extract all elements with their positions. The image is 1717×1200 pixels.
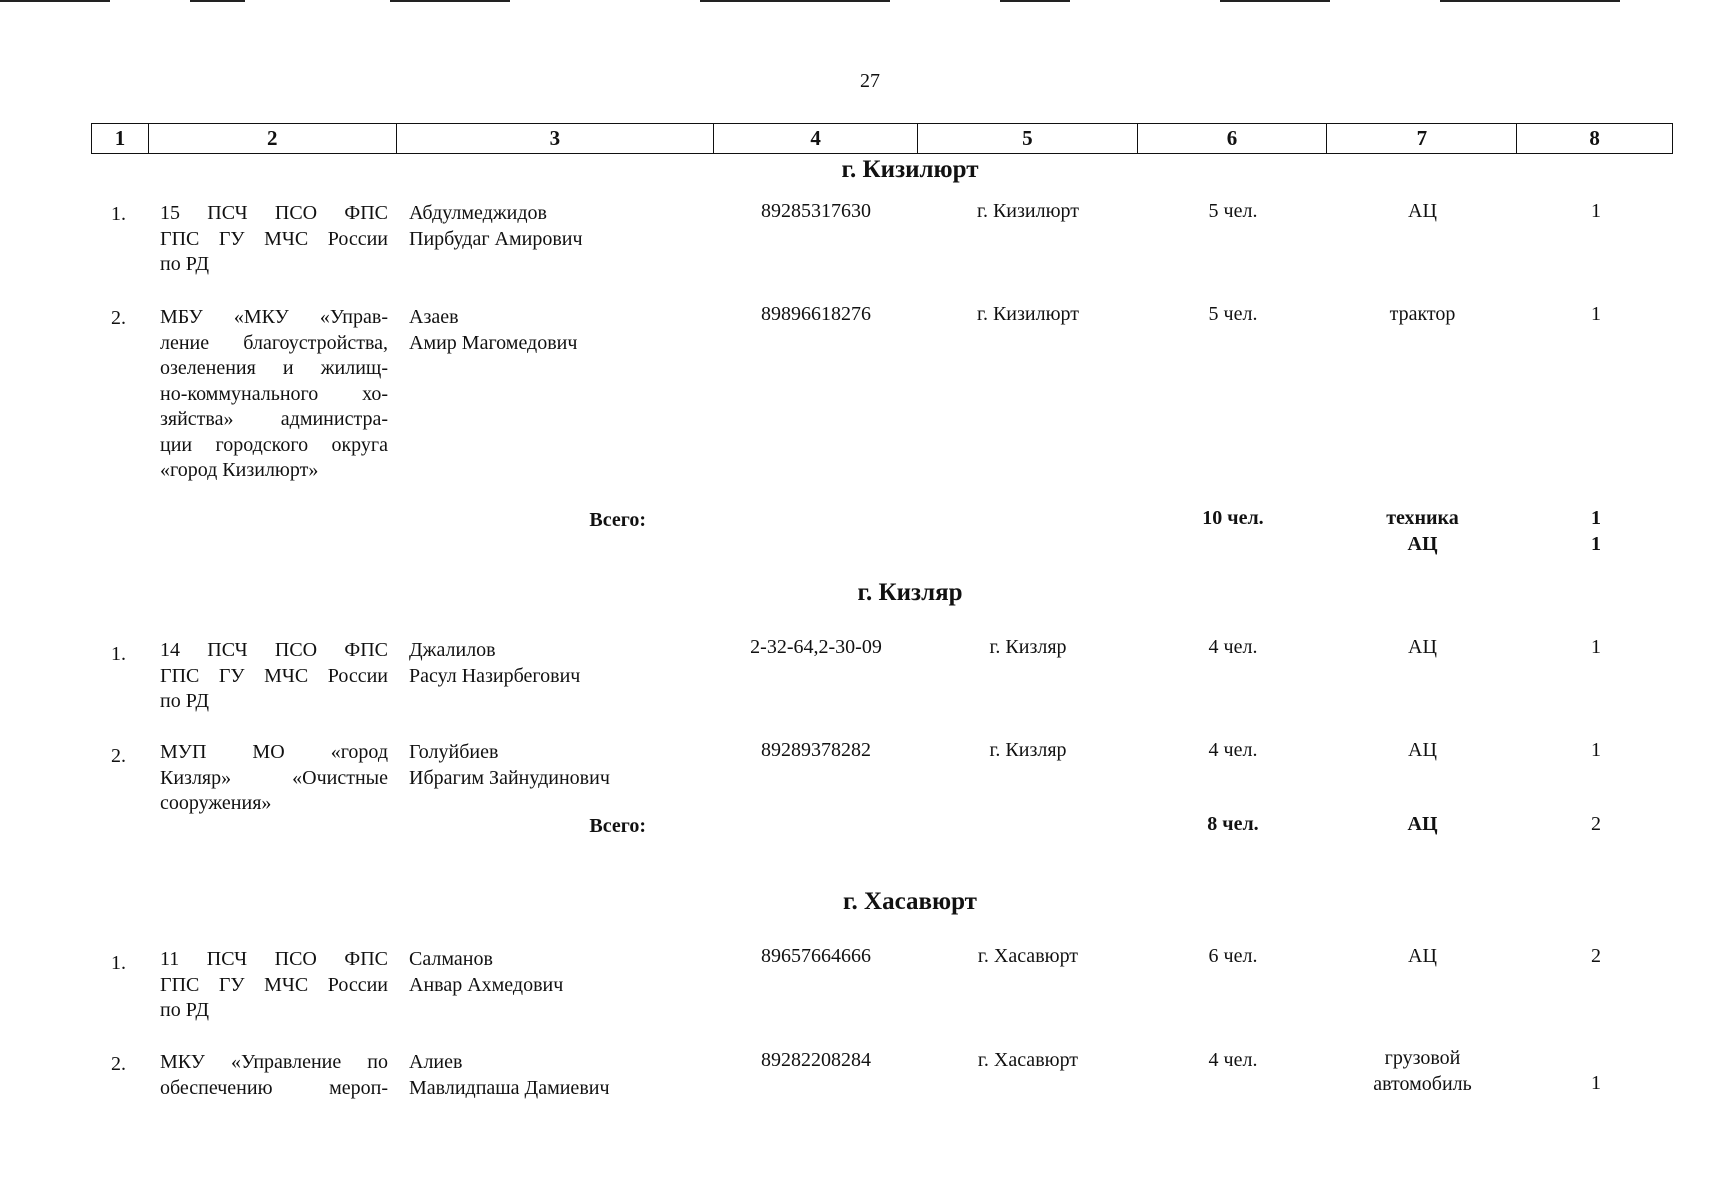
- equipment-cell: трактор: [1389, 303, 1456, 325]
- organization-line: по РД: [160, 253, 209, 275]
- page-number: 27: [860, 70, 880, 92]
- organization-line: ции городского округа: [160, 433, 388, 456]
- scan-edge-line: [390, 0, 510, 2]
- scan-edge-line: [700, 0, 890, 2]
- total-count: 2: [1591, 813, 1601, 835]
- location-cell: г. Кизилюрт: [977, 200, 1079, 222]
- organization-line: но-коммунального хо-: [160, 382, 388, 405]
- location-cell: г. Хасавюрт: [977, 1049, 1079, 1071]
- total-count-line: 1: [1591, 532, 1601, 555]
- person-line: Ибрагим Зайнудинович: [409, 766, 610, 789]
- person-line: Абдулмеджидов: [409, 202, 547, 224]
- total-people: 10 чел.: [1202, 507, 1264, 529]
- organization-line: МУП МО «город: [160, 741, 388, 763]
- location-cell: г. Кизилюрт: [977, 303, 1079, 325]
- section-title-khasavyurt: г. Хасавюрт: [843, 888, 977, 915]
- organization-cell: [160, 947, 388, 1024]
- organization-line: Кизляр» «Очистные: [160, 766, 388, 789]
- total-label: Всего:: [589, 815, 646, 837]
- person-line: Мавлидпаша Дамиевич: [409, 1076, 610, 1099]
- responsible-person-cell: [409, 638, 580, 689]
- person-line: Джалилов: [409, 639, 496, 661]
- person-line: Салманов: [409, 948, 493, 970]
- total-people: 8 чел.: [1207, 813, 1259, 835]
- organization-line: ление благоустройства,: [160, 331, 388, 354]
- organization-line: «город Кизилюрт»: [160, 459, 319, 481]
- responsible-person-cell: [409, 740, 610, 791]
- scan-edge-line: [190, 0, 245, 2]
- organization-line: зяйства» администра-: [160, 408, 388, 430]
- location-cell: г. Кизляр: [989, 739, 1067, 761]
- people-count-cell: 4 чел.: [1208, 739, 1258, 761]
- row-number: 2.: [111, 745, 126, 767]
- header-col-5: 5: [918, 124, 1138, 153]
- equipment-count-cell: 1: [1591, 200, 1601, 222]
- location-cell: г. Хасавюрт: [977, 945, 1079, 967]
- person-line: Амир Магомедович: [409, 331, 578, 354]
- organization-line: МБУ «МКУ «Управ-: [160, 306, 388, 328]
- responsible-person-cell: [409, 201, 583, 252]
- total-equipment: [1350, 506, 1495, 557]
- equipment-cell: АЦ: [1408, 945, 1437, 967]
- total-count-line: 1: [1591, 507, 1601, 529]
- scan-edge-line: [0, 0, 110, 2]
- organization-line: МКУ «Управление по: [160, 1051, 388, 1073]
- section-title-kizilyurt: г. Кизилюрт: [841, 156, 979, 183]
- equipment-count-cell: 2: [1591, 945, 1601, 967]
- equipment-count-cell: 1: [1591, 303, 1601, 325]
- organization-line: ГПС ГУ МЧС России: [160, 227, 388, 250]
- header-col-7: 7: [1327, 124, 1517, 153]
- person-line: Пирбудаг Амирович: [409, 227, 583, 250]
- organization-line: по РД: [160, 999, 209, 1021]
- organization-line: ГПС ГУ МЧС России: [160, 664, 388, 687]
- section-title-kizlyar: г. Кизляр: [857, 579, 963, 606]
- organization-line: 11 ПСЧ ПСО ФПС: [160, 948, 388, 970]
- phone-cell: 89289378282: [761, 739, 871, 761]
- scan-edge-line: [1000, 0, 1070, 2]
- people-count-cell: 5 чел.: [1208, 200, 1258, 222]
- header-col-1: 1: [92, 124, 149, 153]
- organization-line: ГПС ГУ МЧС России: [160, 973, 388, 996]
- total-equipment: АЦ: [1407, 813, 1438, 835]
- organization-cell: [160, 305, 388, 484]
- phone-cell: 89896618276: [761, 303, 871, 325]
- scan-edge-line: [1220, 0, 1330, 2]
- header-col-4: 4: [714, 124, 918, 153]
- person-line: Расул Назирбегович: [409, 664, 581, 687]
- equipment-cell: АЦ: [1408, 200, 1437, 222]
- equipment-line: грузовой: [1384, 1047, 1461, 1069]
- responsible-person-cell: [409, 947, 563, 998]
- organization-line: 14 ПСЧ ПСО ФПС: [160, 639, 388, 661]
- organization-line: 15 ПСЧ ПСО ФПС: [160, 202, 388, 224]
- organization-cell: [160, 740, 388, 817]
- organization-cell: [160, 201, 388, 278]
- organization-line: сооружения»: [160, 792, 272, 814]
- header-col-6: 6: [1138, 124, 1328, 153]
- total-equipment-line: техника: [1386, 507, 1459, 529]
- responsible-person-cell: [409, 1050, 610, 1101]
- equipment-line: автомобиль: [1373, 1072, 1472, 1095]
- row-number: 1.: [111, 643, 126, 665]
- phone-cell: 89657664666: [761, 945, 871, 967]
- location-cell: г. Кизляр: [989, 636, 1067, 658]
- person-line: Анвар Ахмедович: [409, 973, 564, 996]
- table-header: [91, 123, 1673, 154]
- equipment-cell: АЦ: [1408, 739, 1437, 761]
- equipment-count-cell: 1: [1591, 1072, 1601, 1094]
- row-number: 1.: [111, 952, 126, 974]
- people-count-cell: 4 чел.: [1208, 1049, 1258, 1071]
- organization-cell: [160, 1050, 388, 1101]
- scan-edge-line: [1440, 0, 1620, 2]
- people-count-cell: 5 чел.: [1208, 303, 1258, 325]
- organization-cell: [160, 638, 388, 715]
- equipment-count-cell: 1: [1591, 739, 1601, 761]
- phone-cell: 89282208284: [761, 1049, 871, 1071]
- organization-line: обеспечению мероп-: [160, 1076, 388, 1099]
- total-count: [1573, 506, 1619, 557]
- phone-cell: 2-32-64,2-30-09: [750, 636, 882, 658]
- header-col-8: 8: [1589, 126, 1600, 150]
- row-number: 1.: [111, 203, 126, 225]
- person-line: Голуйбиев: [409, 741, 499, 763]
- header-col-3: 3: [397, 124, 715, 153]
- people-count-cell: 6 чел.: [1208, 945, 1258, 967]
- row-number: 2.: [111, 1053, 126, 1075]
- equipment-count-cell: 1: [1591, 636, 1601, 658]
- header-col-2: 2: [149, 124, 397, 153]
- organization-line: озеленения и жилищ-: [160, 357, 388, 379]
- phone-cell: 89285317630: [761, 200, 871, 222]
- person-line: Алиев: [409, 1051, 463, 1073]
- responsible-person-cell: [409, 305, 577, 356]
- row-number: 2.: [111, 307, 126, 329]
- person-line: Азаев: [409, 306, 459, 328]
- equipment-cell: [1350, 1046, 1495, 1097]
- organization-line: по РД: [160, 690, 209, 712]
- total-equipment-line: АЦ: [1407, 532, 1438, 555]
- equipment-cell: АЦ: [1408, 636, 1437, 658]
- total-label: Всего:: [589, 509, 646, 531]
- people-count-cell: 4 чел.: [1208, 636, 1258, 658]
